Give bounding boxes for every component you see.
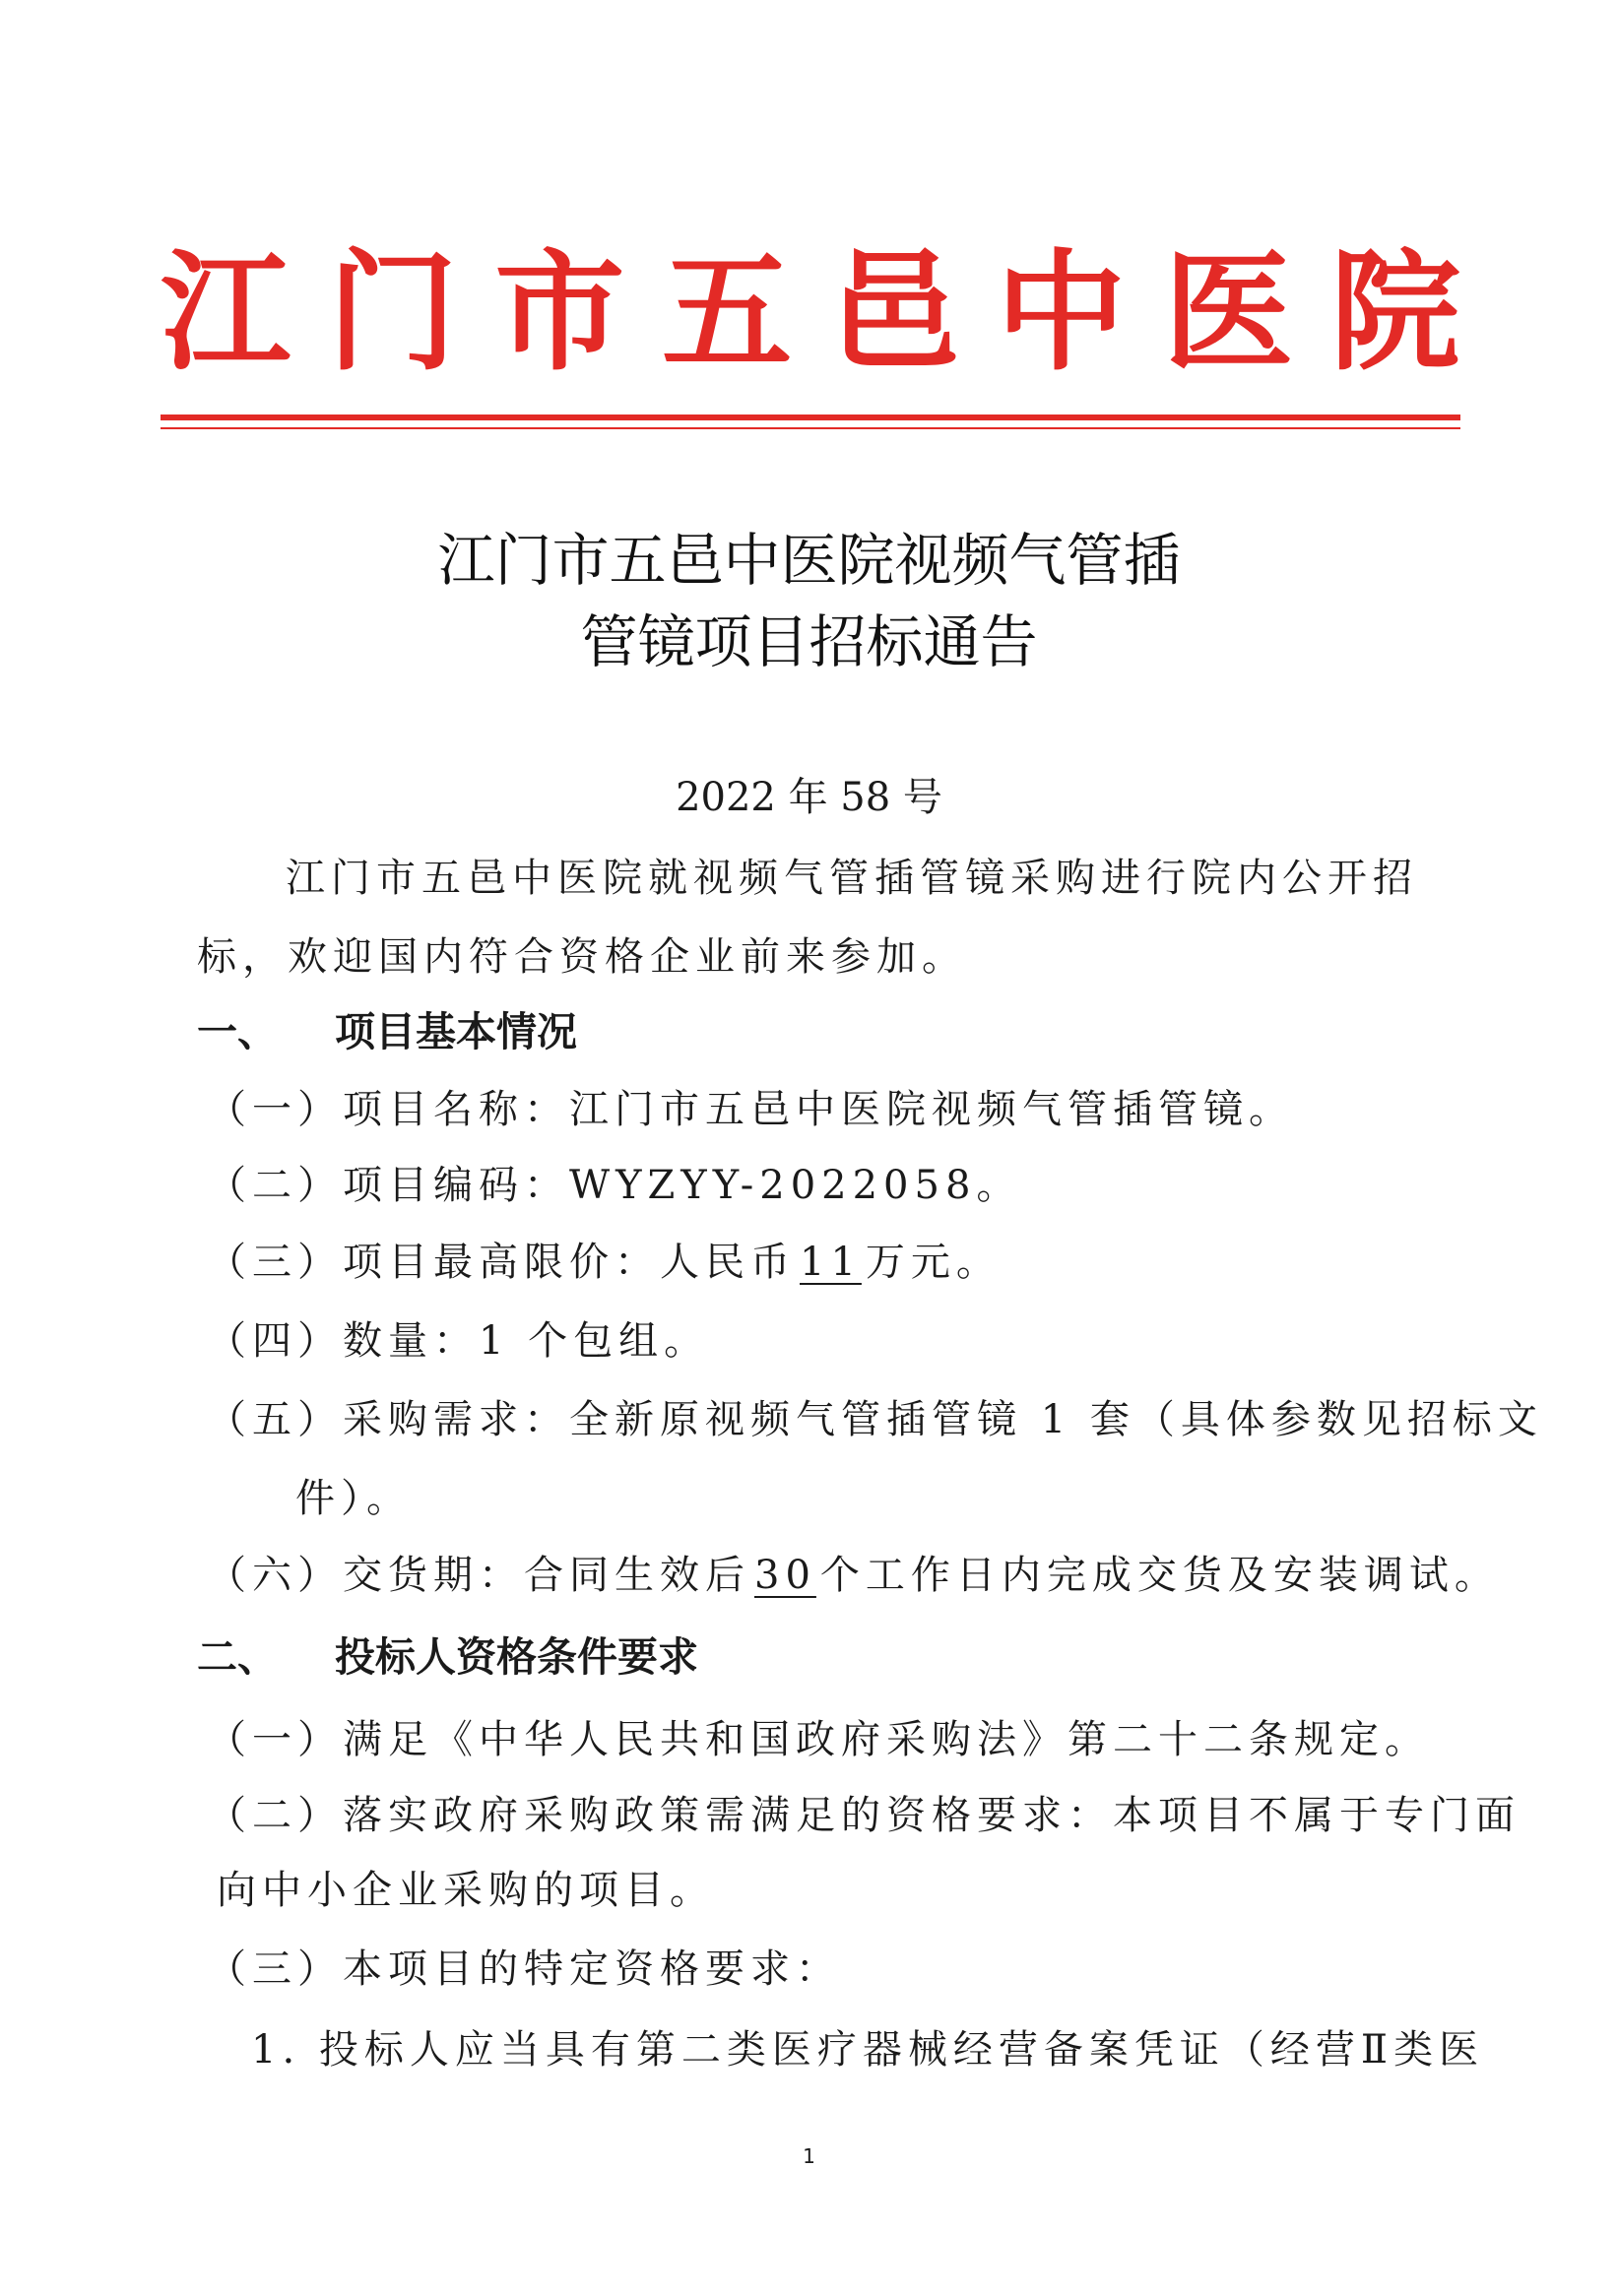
section1-heading (197, 999, 577, 1057)
section2-item3: （三）本项目的特定资格要求： (207, 1946, 841, 1992)
section1-item5-line2: 件）。 (295, 1476, 412, 1521)
page-number: 1 (803, 2144, 815, 2168)
letterhead-char: 医 (1163, 237, 1294, 389)
section2-number: 二、 (197, 1633, 278, 1681)
section1-item2: （二）项目编码：WYZYY-2022058。 (207, 1163, 1022, 1208)
letterhead-char: 中 (996, 237, 1127, 389)
document-number: 2022 年 58 号 (676, 775, 942, 820)
letterhead-rule-thin (161, 427, 1460, 429)
section1-item1: （一）项目名称：江门市五邑中医院视频气管插管镜。 (207, 1087, 1294, 1132)
price-limit-value: 11 (800, 1240, 862, 1285)
letterhead-char: 五 (662, 237, 793, 389)
section1-item5-line1: （五）采购需求：全新原视频气管插管镜 1 套（具体参数见招标文 (207, 1397, 1543, 1442)
section2-item1: （一）满足《中华人民共和国政府采购法》第二十二条规定。 (207, 1717, 1430, 1762)
document-title-line1: 江门市五邑中医院视频气管插 (437, 527, 1181, 594)
section1-item3 (207, 1231, 1002, 1287)
letterhead-char: 市 (494, 237, 625, 389)
intro-line1: 江门市五邑中医院就视频气管插管镜采购进行院内公开招 (286, 856, 1418, 901)
letterhead-char: 院 (1329, 237, 1460, 389)
section2-item2-line1: （二）落实政府采购政策需满足的资格要求：本项目不属于专门面 (207, 1793, 1521, 1838)
section1-title: 项目基本情况 (335, 1008, 577, 1055)
letterhead-char: 江 (161, 237, 291, 389)
intro-line2: 标，欢迎国内符合资格企业前来参加。 (197, 934, 967, 980)
letterhead-char: 门 (327, 237, 458, 389)
section2-item3-1: 1. 投标人应当具有第二类医疗器械经营备案凭证（经营Ⅱ类医 (251, 2027, 1485, 2073)
letterhead-char: 邑 (828, 237, 959, 389)
section2-title: 投标人资格条件要求 (335, 1633, 698, 1681)
letterhead-rule-thick (161, 415, 1460, 420)
section1-item6 (207, 1544, 1500, 1600)
section1-item3-suffix: 万元。 (865, 1240, 1002, 1285)
section1-number: 一、 (197, 1008, 278, 1055)
delivery-days-value: 30 (754, 1553, 816, 1598)
section1-item6-prefix: （六）交货期：合同生效后 (207, 1553, 750, 1598)
section1-item4: （四）数量：1 个包组。 (207, 1318, 710, 1364)
section2-heading (197, 1625, 698, 1683)
section1-item3-prefix: （三）项目最高限价：人民币 (207, 1240, 796, 1285)
document-title-line2: 管镜项目招标通告 (580, 608, 1038, 675)
letterhead-org-name (161, 234, 1460, 392)
section1-item6-suffix: 个工作日内完成交货及安装调试。 (819, 1553, 1500, 1598)
section2-item2-line2: 向中小企业采购的项目。 (217, 1868, 715, 1913)
